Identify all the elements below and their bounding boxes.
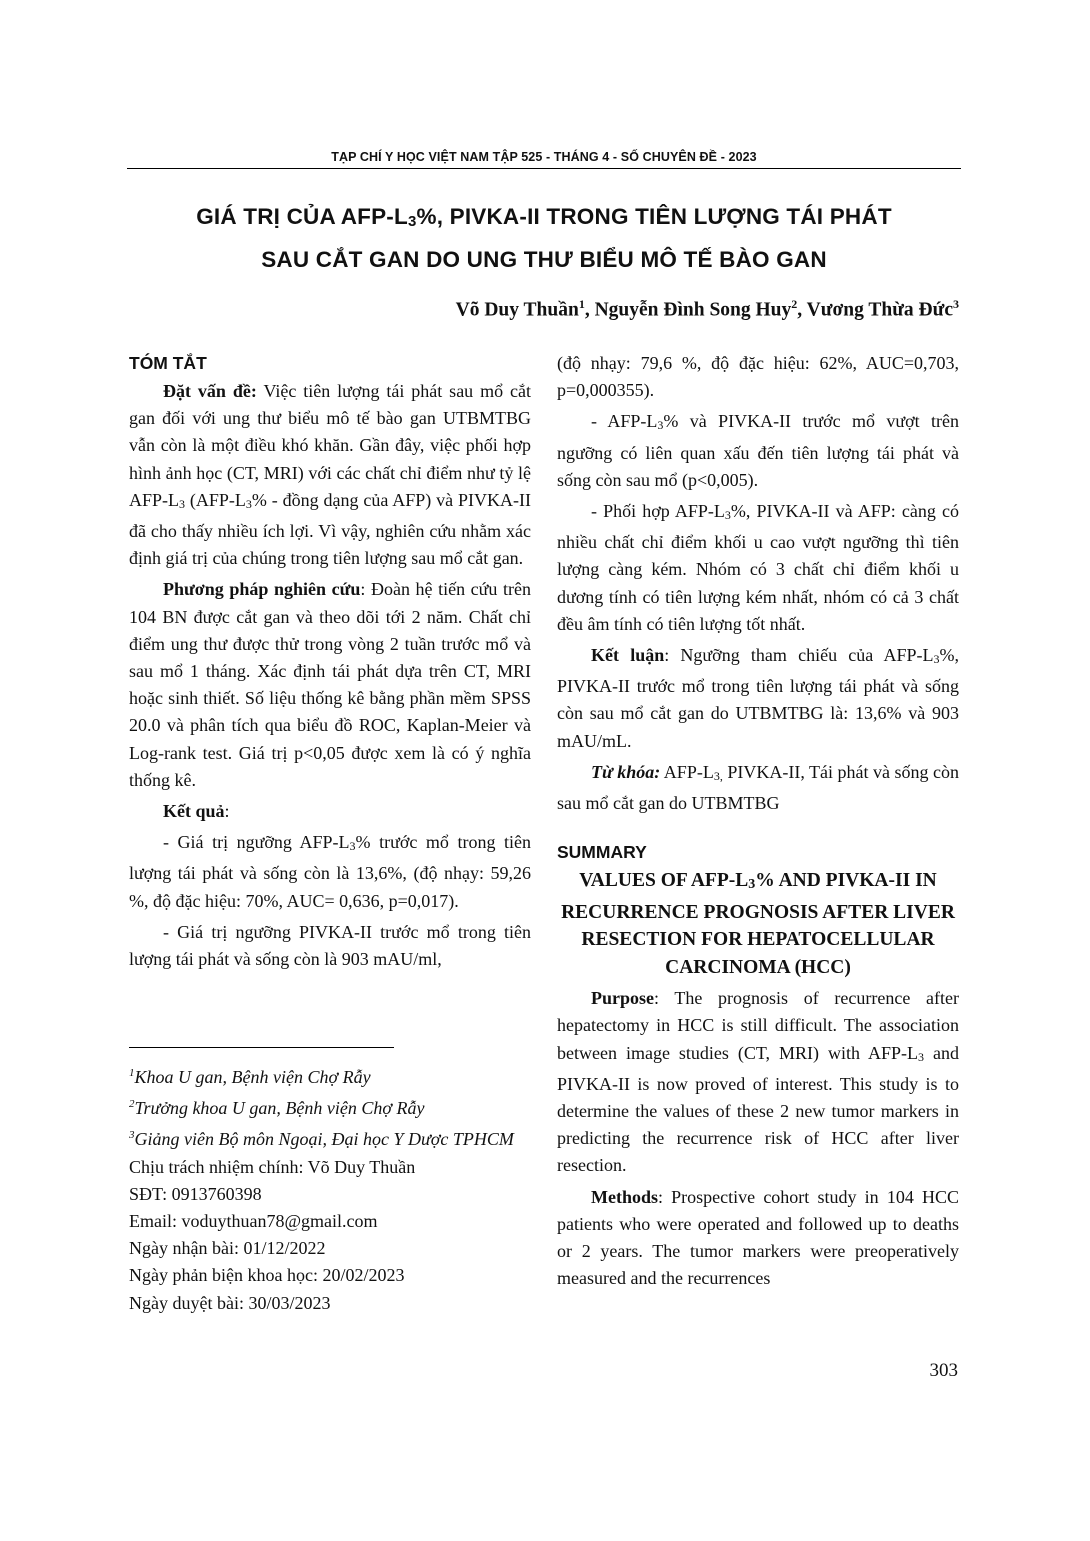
paragraph-label: Methods (591, 1186, 658, 1207)
paragraph-keywords (557, 759, 959, 817)
paragraph-text: - AFP-L (591, 411, 658, 432)
title-subscript: 3 (407, 213, 417, 230)
paragraph-text: : The prognosis of recurrence after hepatectomy in HCC is still difficult. The association between image studies (CT, MRI) with AFP-L (557, 988, 959, 1063)
paragraph-label: Kết quả (163, 801, 225, 822)
author-name: Võ Duy Thuần (455, 299, 579, 321)
section-heading-tom-tat: TÓM TẮT (129, 353, 207, 373)
paragraph-text: %, PIVKA-II trước mổ trong tiên lượng tái phát và sống còn sau mổ cắt gan do UTBMTBG là: 13,6% và 903 mAU/mL. (557, 645, 959, 751)
date-approved: Ngày duyệt bài: 30/03/2023 (129, 1292, 331, 1313)
footnote-text: Trưởng khoa U gan, Bệnh viện Chợ Rẫy (134, 1098, 425, 1119)
title-text: GIÁ TRỊ CỦA AFP-L (196, 204, 408, 229)
affiliation-marker: 3 (953, 297, 959, 311)
english-title (557, 867, 959, 981)
subscript: 3 (657, 418, 664, 433)
paragraph-text: %, PIVKA-II và AFP: càng có nhiều chất chỉ điểm khối u cao vượt ngưỡng thì tiên lượng càng kém. Nhóm có 3 chất chỉ điểm khối u dương tính có tiên lượng kém nhất, nhóm có cả 3 chất đều âm tính có tiên lượng tốt nhất. (557, 501, 960, 634)
paragraph-label: Purpose (591, 988, 654, 1009)
title-text: % AND PIVKA-II IN RECURRENCE PROGNOSIS AFTER LIVER RESECTION FOR HEPATOCELLULAR CARCINOMA (HCC) (561, 870, 955, 978)
paragraph-result-afp (129, 829, 531, 915)
paragraph-text: % - đồng dạng của AFP) và PIVKA-II đã cho thấy nhiều ích lợi. Vì vậy, nghiên cứu nhằm xác định giá trị của chúng trong tiên lượng sau mổ cắt gan. (129, 489, 531, 569)
paragraph-continued: (độ nhạy: 79,6 %, độ đặc hiệu: 62%, AUC=0,703, p=0,000355). (557, 353, 959, 401)
affiliation-marker: 1 (578, 297, 585, 311)
article-title (127, 198, 961, 279)
author-name: , Vương Thừa Đức (797, 299, 953, 321)
paragraph-text: and PIVKA-II is now proved of interest. This study is to determine the values of these 2 new tumor markers in predicting the recurrence risk of HCC after liver resection. (557, 1042, 960, 1176)
title-line2: SAU CẮT GAN DO UNG THƯ BIỂU MÔ TẾ BÀO GAN (261, 247, 827, 272)
page-number: 303 (929, 1360, 958, 1381)
footnote-marker: 1 (129, 1067, 135, 1079)
paragraph-text: AFP-L (660, 761, 714, 782)
footnote-affiliation-3 (129, 1122, 531, 1153)
paragraph-text: : Prospective cohort study in 104 HCC patients who were operated and followed up to deaths or 2 years. The tumor markers were preoperatively measured and the recurrences (557, 1186, 959, 1289)
paragraph-text: Việc tiên lượng tái phát sau mổ cắt gan đối với ung thư biểu mô tế bào gan UTBMTBG vẫn còn là một điều khó khăn. Gần đây, việc phối hợp hình ảnh học (CT, MRI) với các chất chỉ điểm như tỷ lệ AFP-L (129, 381, 532, 510)
email-address: Email: voduythuan78@gmail.com (129, 1211, 378, 1232)
paragraph-methods (557, 1184, 959, 1293)
keywords-label: Từ khóa: (591, 761, 661, 782)
paragraph-text: % và PIVKA-II trước mổ vượt trên ngưỡng có liên quan xấu đến tiên lượng tái phát và sống còn sau mổ (p<0,005). (557, 411, 959, 490)
subscript: 3 (918, 1049, 925, 1064)
paragraph-label: Kết luận (591, 645, 665, 666)
paragraph-label: Đặt vấn đề: (163, 381, 257, 401)
subscript: 3 (933, 652, 940, 667)
title-text: VALUES OF AFP-L (579, 870, 749, 892)
subscript: 3 (245, 496, 252, 511)
paragraph-text: % trước mổ trong tiên lượng tái phát và sống còn là 13,6%, (độ nhạy: 59,26 %, độ đặc hiệu: 70%, AUC= 0,636, p=0,017). (129, 832, 531, 911)
subscript: 3 (179, 496, 186, 511)
affiliation-marker: 2 (791, 297, 798, 311)
paragraph-purpose (557, 985, 959, 1179)
paragraph-result-threshold (557, 408, 959, 494)
paragraph-text: PIVKA-II, Tái phát và sống còn sau mổ cắt gan do UTBMTBG (557, 761, 959, 814)
paragraph-text: - Giá trị ngưỡng AFP-L (163, 832, 350, 853)
paragraph-text: : Ngưỡng tham chiếu của AFP-L (664, 645, 934, 666)
footnote-text: Khoa U gan, Bệnh viện Chợ Rẫy (134, 1067, 371, 1087)
footnote-divider (129, 1047, 394, 1048)
footnotes (129, 1060, 531, 1317)
footnote-marker: 3 (129, 1129, 135, 1142)
title-text: %, PIVKA-II TRONG TIÊN LƯỢNG TÁI PHÁT (416, 204, 892, 229)
footnote-affiliation-1 (129, 1060, 531, 1091)
date-reviewed: Ngày phản biện khoa học: 20/02/2023 (129, 1265, 405, 1286)
paragraph-text: (AFP-L (185, 489, 246, 510)
section-heading-summary: SUMMARY (557, 842, 647, 863)
paragraph-result-combination (557, 498, 959, 638)
subscript: 3 (349, 839, 356, 854)
paragraph-text: : Đoàn hệ tiến cứu trên 104 BN được cắt gan và theo dõi tới 2 năm. Chất chỉ điểm ung thư được thử trong vòng 2 tuần trước mổ và sau mổ 1 tháng. Xác định tái phát dựa trên CT, MRI hoặc sinh thiết. Số liệu thống kê bằng phần mềm SPSS 20.0 và phân tích qua biểu đồ ROC, Kaplan-Meier và Log-rank test. Giá trị p<0,05 được xem là có ý nghĩa thống kê. (129, 579, 531, 790)
corresponding-author: Chịu trách nhiệm chính: Võ Duy Thuần (129, 1156, 416, 1177)
left-column (129, 350, 531, 977)
footnote-marker: 2 (129, 1098, 135, 1111)
author-list (127, 297, 959, 322)
subscript: 3 (724, 508, 731, 523)
phone-number: SĐT: 0913760398 (129, 1183, 262, 1204)
paragraph-phuong-phap (129, 576, 531, 794)
subscript: 3 (748, 877, 756, 893)
subscript: 3, (713, 768, 723, 783)
footnote-text: Giảng viên Bộ môn Ngoại, Đại học Y Dược TPHCM (134, 1129, 514, 1150)
paragraph-result-pivka: - Giá trị ngưỡng PIVKA-II trước mổ trong tiên lượng tái phát và sống còn là 903 mAU/ml, (129, 921, 531, 970)
paragraph-ket-qua (129, 798, 531, 825)
header-divider (127, 168, 961, 169)
paragraph-dat-van-de (129, 378, 531, 572)
right-column (557, 350, 959, 1296)
footnote-affiliation-2 (129, 1091, 531, 1122)
journal-header: TẠP CHÍ Y HỌC VIỆT NAM TẬP 525 - THÁNG 4 - SỐ CHUYÊN ĐỀ - 2023 (331, 150, 757, 164)
author-name: , Nguyễn Đình Song Huy (584, 299, 792, 321)
paragraph-text: : (224, 801, 230, 822)
paragraph-ket-luan (557, 642, 959, 755)
paragraph-label: Phương pháp nghiên cứu (163, 579, 361, 600)
date-received: Ngày nhận bài: 01/12/2022 (129, 1238, 326, 1259)
title-line1 (196, 204, 892, 229)
paragraph-text: - Phối hợp AFP-L (591, 501, 725, 522)
